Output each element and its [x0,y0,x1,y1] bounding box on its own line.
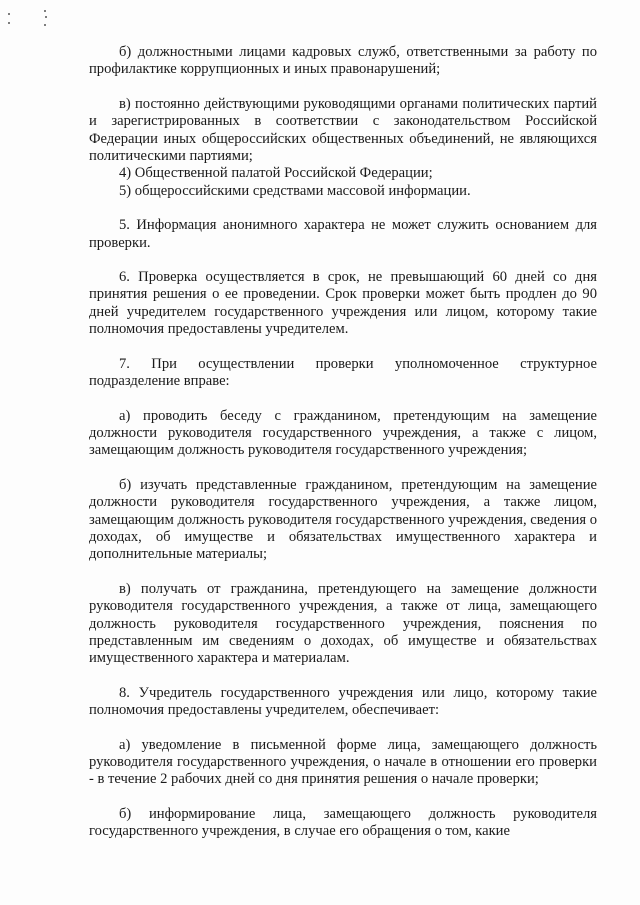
paragraph-b-hr: б) должностными лицами кадровых служб, ответственными за работу по профилактике коррупционных и иных правонарушений; [89,44,597,78]
paragraph-7-b: б) изучать представленные гражданином, претендующим на замещение должности руководителя государственного учреждения, а также лицом, замещающим должность руководителя государственного учреждения, сведения о доходах, об имуществе и обязательствах имущественного характера и дополнительные материалы; [89,476,598,563]
paragraph-v-parties: в) постоянно действующими руководящими органами политических партий и зарегистрированных в соответствии с законодательством Российской Федерации иных общероссийских общественных объединений, не являющихся политическими партиями; [89,95,597,165]
scan-speck [8,13,10,15]
paragraph-7-v: в) получать от гражданина, претендующего на замещение должности руководителя государственного учреждения, а также от лица, замещающего должность руководителя государственного учреждения, пояснения по представленным им сведениям о доходах, об имуществе и обязательствах имущественного характера и материалам. [89,580,597,667]
paragraph-section-5: 5. Информация анонимного характера не может служить основанием для проверки. [89,217,597,251]
paragraph-4-chamber: 4) Общественной палатой Российской Федерации; [119,165,433,182]
scan-speck [44,24,46,26]
paragraph-5-media: 5) общероссийскими средствами массовой информации. [119,182,471,199]
paragraph-8-b: б) информирование лица, замещающего должность руководителя государственного учреждения, в случае его обращения о том, какие [89,805,597,840]
document-text [89,44,597,841]
paragraph-8-a: а) уведомление в письменной форме лица, замещающего должность руководителя государственного учреждения, о начале в отношении его проверки - в течение 2 рабочих дней со дня принятия решения о начале проверки; [89,736,597,788]
paragraph-section-7: 7. При осуществлении проверки уполномоченное структурное подразделение вправе: [89,355,597,390]
scan-speck [44,10,46,12]
scan-speck [8,22,10,24]
paragraph-section-8: 8. Учредитель государственного учреждения или лицо, которому такие полномочия предоставлены учредителем, обеспечивает: [89,684,597,719]
scan-speck [45,16,47,18]
paragraph-7-a: а) проводить беседу с гражданином, претендующим на замещение должности руководителя государственного учреждения, а также с лицом, замещающим должность руководителя государственного учреждения; [89,407,597,459]
paragraph-section-6: 6. Проверка осуществляется в срок, не превышающий 60 дней со дня принятия решения о ее проведении. Срок проверки может быть продлен до 90 дней учредителем государственного учреждения или лицом, которому такие полномочия предоставлены учредителем. [89,269,597,338]
